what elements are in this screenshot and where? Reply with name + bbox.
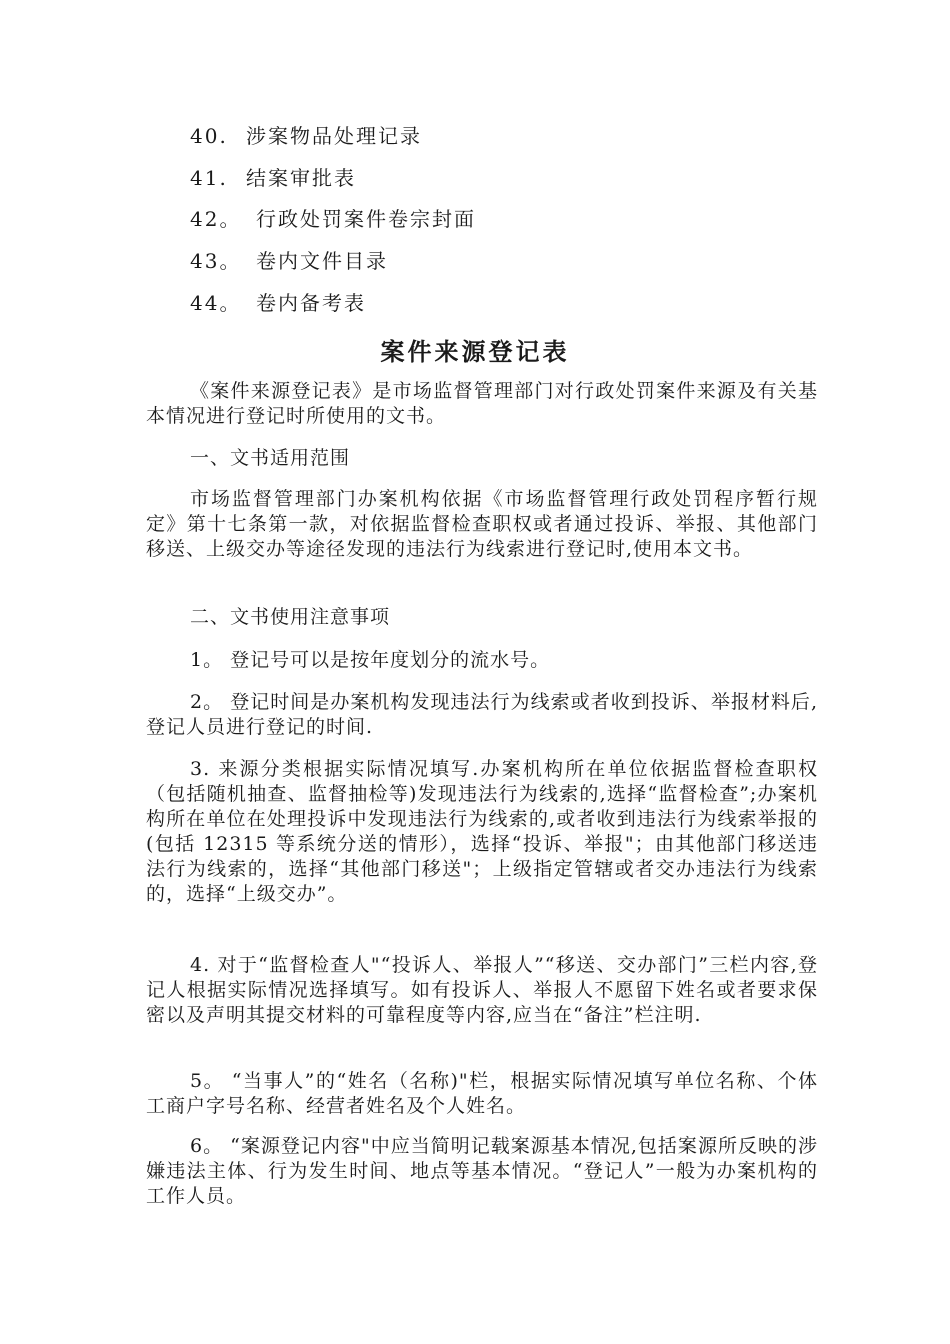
section-heading-notes: 二、文书使用注意事项 [190, 606, 391, 628]
list-item [190, 166, 356, 190]
list-item-number: 44。 [190, 291, 242, 315]
list-item [190, 207, 476, 231]
list-item [190, 249, 388, 273]
note-item-4: 4. 对于“监督检查人"“投诉人、举报人”“移送、交办部门”三栏内容,登记人根据实际情况选择填写。如有投诉人、举报人不愿留下姓名或者要求保密以及声明其提交材料的可靠程度等内容,应当在“备注”栏注明. [146, 954, 818, 1026]
section-heading-scope: 一、文书适用范围 [190, 447, 351, 469]
list-item-text: 卷内备考表 [256, 291, 366, 315]
list-item-text: 卷内文件目录 [256, 249, 388, 273]
list-item-number: 42。 [190, 207, 242, 231]
list-item-number: 41. [190, 166, 228, 190]
note-item-6: 6。 “案源登记内容"中应当简明记载案源基本情况,包括案源所反映的涉嫌违法主体、行为发生时间、地点等基本情况。“登记人”一般为办案机构的工作人员。 [146, 1135, 818, 1207]
note-item-2: 2。 登记时间是办案机构发现违法行为线索或者收到投诉、举报材料后,登记人员进行登记的时间. [146, 691, 818, 738]
list-item-text: 结案审批表 [246, 166, 356, 190]
note-item-1: 1。 登记号可以是按年度划分的流水号。 [190, 649, 551, 671]
note-item-5: 5。 “当事人”的“姓名（名称)"栏，根据实际情况填写单位名称、个体工商户字号名称、经营者姓名及个人姓名。 [146, 1070, 818, 1117]
list-item [190, 124, 422, 148]
scope-paragraph: 市场监督管理部门办案机构依据《市场监督管理行政处罚程序暂行规定》第十七条第一款，对依据监督检查职权或者通过投诉、举报、其他部门移送、上级交办等途径发现的违法行为线索进行登记时,使用本文书。 [146, 488, 818, 560]
intro-paragraph: 《案件来源登记表》是市场监督管理部门对行政处罚案件来源及有关基本情况进行登记时所使用的文书。 [146, 380, 818, 427]
list-item-number: 40. [190, 124, 228, 148]
section-title: 案件来源登记表 [380, 338, 570, 366]
list-item-text: 涉案物品处理记录 [246, 124, 422, 148]
list-item-number: 43。 [190, 249, 242, 273]
note-item-3: 3. 来源分类根据实际情况填写.办案机构所在单位依据监督检查职权（包括随机抽查、监督抽检等)发现违法行为线索的,选择“监督检查”;办案机构所在单位在处理投诉中发现违法行为线索的,或者收到违法行为线索举报的(包括 12315 等系统分送的情形），选择“投诉、举报"；由其他部门移送违法行为线索的，选择“其他部门移送"；上级指定管辖或者交办违法行为线索的，选择“上级交办”。 [146, 758, 818, 905]
list-item-text: 行政处罚案件卷宗封面 [256, 207, 476, 231]
list-item [190, 291, 366, 315]
